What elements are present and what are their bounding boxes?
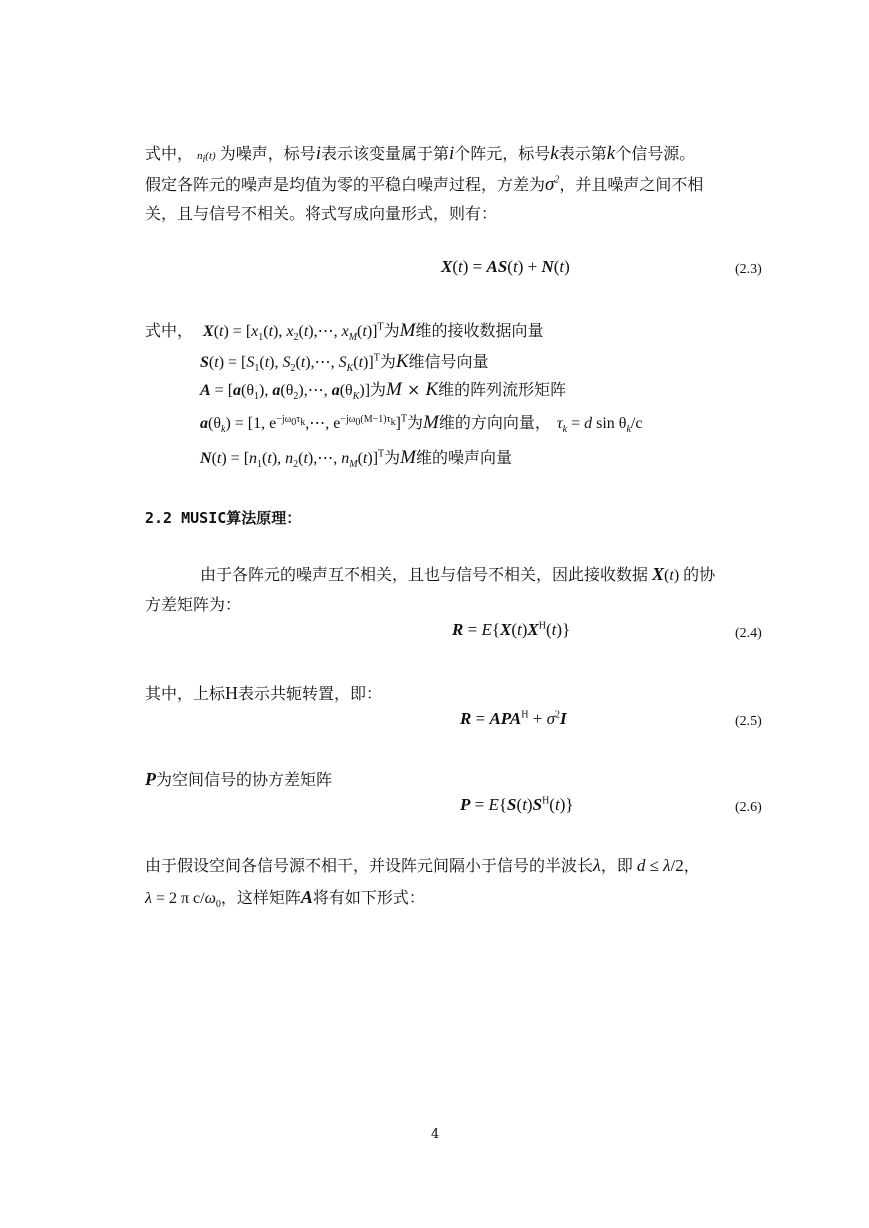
text: ，并且噪声之间不相 xyxy=(559,175,704,194)
text: 维的噪声向量 xyxy=(415,448,512,467)
math-k: k xyxy=(550,143,559,164)
text: ， xyxy=(683,856,700,875)
text: 为 xyxy=(407,413,424,432)
equation-number: (2.4) xyxy=(735,626,762,641)
definition-line: $A = [a(\theta_1)$, $a(\theta_2),\cdots$, $a(\theta_K)$]为M × K维的阵列流形矩阵 xyxy=(200,379,567,403)
text: 维的阵列流形矩阵 xyxy=(438,380,567,399)
paragraph-line: λ = 2 π $c/\omega_0$，这样矩阵A将有如下形式： xyxy=(145,887,425,911)
math-sigma-squared: $\sigma^2$ xyxy=(545,174,560,195)
text: 假定各阵元的噪声是均值为零的平稳白噪声过程，方差为 xyxy=(145,175,546,194)
text: 的协 xyxy=(683,565,716,584)
text: 式中， xyxy=(145,321,194,340)
text: 式中， xyxy=(145,144,194,163)
definition-line: 式中， $X(t) = [x_1(t)$, $x_2(t),\cdots$, $x_M(t)]^T$为M维的接收数据向量 xyxy=(145,320,544,344)
math-k: k xyxy=(606,143,616,164)
definition-line: $S(t) = [S_1(t)$, $S_2(t),\cdots$, $S_K(t)]^T$为K维信号向量 xyxy=(200,351,489,375)
section-title-latin: MUSIC xyxy=(181,509,227,527)
text: 为 xyxy=(384,448,401,467)
text: 表示共轭转置，即： xyxy=(238,684,383,703)
definition-line: $a(\theta_k) = [1$, $e^{-j\omega_0\tau_k},\cdots$, $e^{-j\omega_0(M-1)\tau_k}]^T$为M维的方向向量， $\tau_k = d$ $\sin \theta_k/c$ xyxy=(200,412,643,436)
text: 为 xyxy=(370,380,387,399)
section-number: 2.2 xyxy=(145,509,173,527)
definition-line: $N(t) = [n_1(t)$, $n_2(t),\cdots$, $n_M(t)]^T$为M维的噪声向量 xyxy=(200,447,512,471)
page-number: 4 xyxy=(431,1127,440,1142)
math-n-i-t: $n_i(t)$ xyxy=(197,150,216,166)
text: 维的接收数据向量 xyxy=(415,321,544,340)
text: 为空间信号的协方差矩阵 xyxy=(156,770,333,789)
paragraph-line: P为空间信号的协方差矩阵 xyxy=(145,769,333,789)
math-i: i xyxy=(315,143,321,164)
text: 表示该变量属于第 xyxy=(320,144,449,163)
text: 为 xyxy=(383,321,400,340)
paragraph-line: 其中，上标H表示共轭转置，即： xyxy=(145,683,383,703)
text: 表示第 xyxy=(558,144,607,163)
paragraph-line xyxy=(145,174,703,196)
paragraph-line xyxy=(145,143,695,167)
equation-2-5: $R = APA^H + \sigma^2I$ xyxy=(460,709,567,728)
math-i: i xyxy=(449,143,455,164)
text: 由于各阵元的噪声互不相关，且也与信号不相关，因此接收数据 xyxy=(200,565,649,584)
text: 为噪声，标号 xyxy=(219,144,316,163)
paragraph-line: 由于假设空间各信号源不相干，并设阵元间隔小于信号的半波长λ，即 d ≤ λ/2， xyxy=(145,855,700,875)
text: ，这样矩阵 xyxy=(220,888,301,907)
text: 维的方向向量， xyxy=(438,413,551,432)
text: 维信号向量 xyxy=(408,352,489,371)
text: 其中，上标 xyxy=(145,684,226,703)
equation-number: (2.6) xyxy=(735,800,762,815)
text: 个信号源。 xyxy=(615,144,696,163)
equation-number: (2.3) xyxy=(735,262,762,277)
text: 由于假设空间各信号源不相干，并设阵元间隔小于信号的半波长 xyxy=(145,856,594,875)
text: 个阵元，标号 xyxy=(454,144,551,163)
text: 为 xyxy=(379,352,396,371)
paragraph-line: 由于各阵元的噪声互不相关，且也与信号不相关，因此接收数据 X(t) 的协 xyxy=(200,564,716,584)
paragraph-line: 关，且与信号不相关。将式写成向量形式，则有： xyxy=(145,204,498,223)
equation-number: (2.5) xyxy=(735,714,762,729)
equation-2-3: X(t) = AS(t) + N(t) xyxy=(441,257,570,276)
equation-2-4: $R = E\{X(t)X^H(t)\}$ xyxy=(452,620,571,639)
section-title-cn: 算法原理： xyxy=(226,509,302,527)
text: ，即 xyxy=(600,856,633,875)
text: 将有如下形式： xyxy=(312,888,425,907)
equation-2-6: $P = E\{S(t)S^H(t)\}$ xyxy=(460,795,574,814)
section-heading xyxy=(145,507,301,528)
paragraph-line: 方差矩阵为： xyxy=(145,595,242,614)
